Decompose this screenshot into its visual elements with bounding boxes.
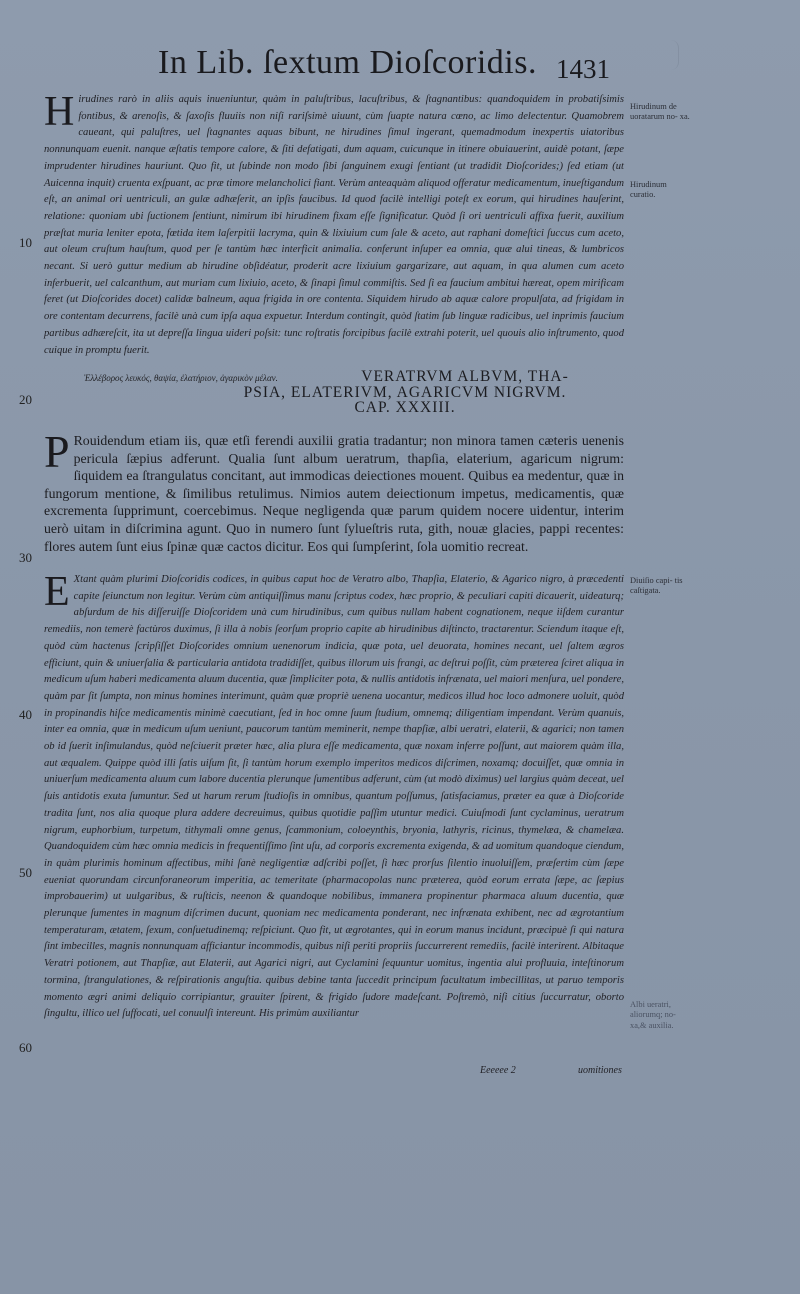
- line-number-50: 50: [19, 865, 32, 880]
- chapter-heading-line-2: PSIA, ELATERIVM, AGARICVM NIGRVM.: [243, 383, 567, 401]
- page-number: 1431: [556, 54, 610, 84]
- running-head-title: In Lib. ſextum Dioſcoridis.: [158, 44, 537, 81]
- dropcap-h: H: [44, 89, 75, 135]
- chapter-heading-line-1: VERATRVM ALBVM, THA-: [361, 368, 569, 385]
- dioscorides-paragraph: Rouidendum etiam iis, quæ etſi ferendi auxilii gratia tradantur; non minora tamen cæteris uenenis pericula ſæpius adferunt. Qualia ſunt album ueratrum, thapſia, elaterium, agaricum nigrum: ſiquidem ea ſtrangulatus concitant, aut immodicas deiectiones mouent. Quibus ea medentur, quæ in fungorum mentione, & ſimilibus retulimus. Nimios autem deiectionum impetus, medicamentis, quæ excrementa ſupprimunt, coercebimus. Neque negligenda quæ parum quidem nocere uidentur, interim uerò uitam in diſcrimina agunt. Quo in numero ſunt ſylueſtris ruta, gith, nouæ glacies, pappi recentes: flores autem ſunt eius ſpinæ quæ cactos dicitur. Eos qui ſumpſerint, ſola uomitio recreat.: [44, 433, 624, 554]
- catchword: uomitiones: [578, 1065, 622, 1076]
- line-number-30: 30: [19, 550, 32, 565]
- signature-mark: Eeeeee 2: [480, 1065, 516, 1076]
- margin-note-albi-veratri: Albi ueratri, aliorumq; no- xa,& auxilia.: [630, 1000, 676, 1030]
- line-number-60: 60: [19, 1040, 32, 1055]
- dropcap-p: P: [44, 426, 70, 477]
- line-number-40: 40: [19, 707, 32, 722]
- paper-fold-mark: [670, 40, 679, 70]
- margin-note-divisio: Diuiſio capi- tis caſtigata.: [630, 576, 683, 596]
- chapter-heading: [170, 369, 640, 416]
- dioscorides-text: [44, 426, 624, 555]
- dropcap-e: E: [44, 569, 70, 615]
- veratrum-commentary: [44, 569, 624, 1023]
- margin-note-hirudinum-noxa: Hirudinum de uoratarum no- xa.: [630, 102, 690, 122]
- margin-note-hirudinum-curatio: Hirudinum curatio.: [630, 180, 667, 200]
- greek-heading: Ἐλλέβορος λευκός, θαψία, ἐλατήριον, ἀγαρικὸν μέλαν.: [84, 373, 278, 383]
- hirudines-paragraph: irudines rarò in aliis aquis inueniuntur, quàm in paluſtribus, lacuſtribus, & ſtagnantibus: quandoquidem in probatiſsimis fontibus, & arenoſis, & ſaxoſis fluuiis non niſi rariſsimè uiuunt, cùm ſuapte natura cœno, ac limo delectentur. Quamobrem caueant, qui paluſtres, uel ſtagnantes aquas bibunt, ne hirudines ſimul ingerant, quemadmodum inexpertis uiatoribus nonnunquam euenit. nanque æſtatis tempore calore, & ſiti defatigati, dum aquam, cuicunque in itinere obuiauerint, auidè potant, ſæpe imprudenter hirudines hauriunt. Quo fit, ut ſubinde non modo ſibi ſanguinem exugi ſentiant (ut tradidit Dioſcorides;) ſed etiam (ut Auicenna inquit) cruenta exſpuant, ac præ timore melancholici fiant. Verùm anteaquàm aliquod offeratur medicamentum, inueſtigandum eſt, an animal ori uentriculi, an gulæ adhæſerit, an ipſis faucibus. Id quod facilè intelligi poteſt ex eorum, qui hirudines hauſerint, relatione: quoniam ubi ſuctionem ſentiunt, nimirum ibi hirudinem fixam eſſe ſignificatur. Quòd ſi ori uentriculi affixa fuerit, auxilium præſtat muria leniter epota, fœtida item laſerpitii lacryma, quin & lixiuium cum ſale & aceto, aut raphani domeſtici ſuccus cum aceto, aut oleum cruſtum hauſtum, quod per ſe tantùm hæc interficit animalia. conferunt inſuper ea omnia, quæ alui tineas, & lumbricos necant. Si uerò guttur medium ab hirudine obſidéatur, proderit acre lixiuium gargarizare, aut aquam, in qua alumen cum aceto inferbuerit, uel calcanthum, aut muriam cum lixiuio, aceto, & ſinapi ſimul commiſtis. Sed ſi ea faucium ambitui hæreat, opem mirificam feret (ut Dioſcorides docet) calidæ balneum, aqua frigida in ore contenta. Siquidem hirudo ab aquæ calore propulſata, ad frigidam in ore contentam decurrens, facilè unà cum ipſa aqua expuetur. Interdum contingit, quòd ſtatim ſub linguæ radicibus, uel inprimis faucium partibus adhæreſcit, ita ut depreſſa lingua uideri poſsit: tunc roſtratis forcipibus facilè extrahi poterit, uel quouis alio inſtrumento, quod cuique in promptu fuerit.: [44, 94, 624, 356]
- hirudines-commentary: [44, 89, 624, 359]
- chapter-heading-line-3: CAP. XXXIII.: [354, 399, 456, 416]
- veratrum-paragraph: Xtant quàm plurimi Dioſcoridis codices, in quibus caput hoc de Veratro albo, Thapſia, Elaterio, & Agarico nigro, à præcedenti capite ſeiunctum non legitur. Verùm cùm antiquiſſimus manu ſcriptus codex, hæc proprio, & peculiari capiti dicauerit, uideaturq; abſurdum de his diſſeruiſſe Dioſcoridem unà cum hirudinibus, cum quibus nullam habent cognationem, neque iiſdem curantur remediis, non temerè factùros duximus, ſi illa à nobis ſeorſum proprio capite ab hirudinibus diſtincto, tractarentur. Sciendum itaque eſt, quòd cùm hactenus ſcripſiſſet Dioſcorides omnium uenenorum indicia, quæ pota, uel deuorata, homines necant, uel ſaltem ægros efficiunt, quin & uniuerſalia & particularia antidota tradidiſſet, quibus illorum uis frangi, ac deſtrui poſſit, cùm præterea ſciret aliqua in medicum uſum haberi medicamenta aluum ducentia, quæ ſimpliciter pota, & nullis antidotis infrænata, uel maiori menſura, uel pondere, quàm par ſit ſumpta, non minus homines interimunt, quàm quæ propriè uenena uocantur, medicos illud hoc loco admonere uoluit, quòd in propinandis hiſce medicamentis minimè caecutiant, ſed in hoc omne ſuum ſtudium, omnemq; diligentiam impendant. Verùm quanuis, inter ea omnia, quæ in medicum uſum ueniunt, paucorum tantùm meminerit, nempe thapſiæ, albi ueratri, elaterii, & agarici; non tamen ob id ſuerit inſimulandus, quòd neſciuerit præter hæc, alia plura eſſe medicamenta, quæ noxam inferre poſſunt, aut maiorem quàm illa, aut æqualem. Quippe quòd illi ſatis uiſum ſit, ſi tantùm horum exemplo imperitos medicos diſcrimen, noxamq; docuiſſet, quæ omnia in uniuerſum medicamenta aluum cum labore ducentia plerunque ſumentibus adferunt, cùm (ut modò diximus) uel largius quàm deceat, uel ſuis antidotis exuta ſumuntur. Sed ut harum rerum ſtudioſis in omnibus, quantum poſſumus, ſatisfaciamus, præter ea quæ à Dioſcoride tradita ſunt, nos alia quoque plura addere decreuimus, quibus quotidie paſſim utuntur medici. Cuiuſmodi ſunt cyclaminus, ueratrum nigrum, euphorbium, turpetum, tithymali omne genus, ſcammonium, coloeynthis, bryonia, lathyris, ricinus, thymelæa, & chamelæa. Quandoquidem cùm hæc omnia medicis in frequentiſſimo ſint uſu, ad corporis excrementa exigenda, & ad uomitum quandoque ciendum, in quàm plurimis hominum affectibus, mihi ſanè negligentiæ adſcribi poſſet, ſi hæc prorſus ſilentio inuoluiſſem, præſertim cùm ſæpe eueniat quorundam circunforaneorum imperitia, ac temeritate (pharmacopolas nunc præterea, quòd eorum errata ſæpe, ac ſæpius improbauerim) ut uulgaribus, & ruſticis, neenon & quandoque nobilibus, immanera propinentur pharmaca aluum ducentia, quæ plerunque ſumentes in magnum diſcrimen ducunt, quoniam nec medicamenta ponderant, nec infrænata exhibent, nec ad ægrotantium temperaturam, ætatem, ſexum, conſuetudinemq; reſpiciunt. Quo fit, ut ægrotantes, qui in eorum manus incidunt, præcipuè ſi qui natura ſint imbecilles, magnis nonnunquam afficiantur incommodis, quibus niſi periti propriis ſuccurrerent remediis, facilè interirent. Albitaque Veratri potionem, aut Thapſiæ, aut Elaterii, aut Agarici nigri, aut Cyclamini ſequuntur uomitus, ingentia alui profluuia, inteſtinorum tormina, ſtrangulationes, & reſpirationis anguſtia. quibus debine tanta ſuccedit principum facultatum imbecillitas, ut paruo temporis momento ægri animi deliquio corripiantur, grauiter ſpirent, & frigido ſudore madeſcant. Poſtremò, niſi citius ſuccurratur, oborto ſingultu, illico uel ſuffocati, uel conuulſi intereunt. His primùm auxiliantur: [44, 574, 624, 1020]
- line-number-10: 10: [19, 235, 32, 250]
- line-number-20: 20: [19, 392, 32, 407]
